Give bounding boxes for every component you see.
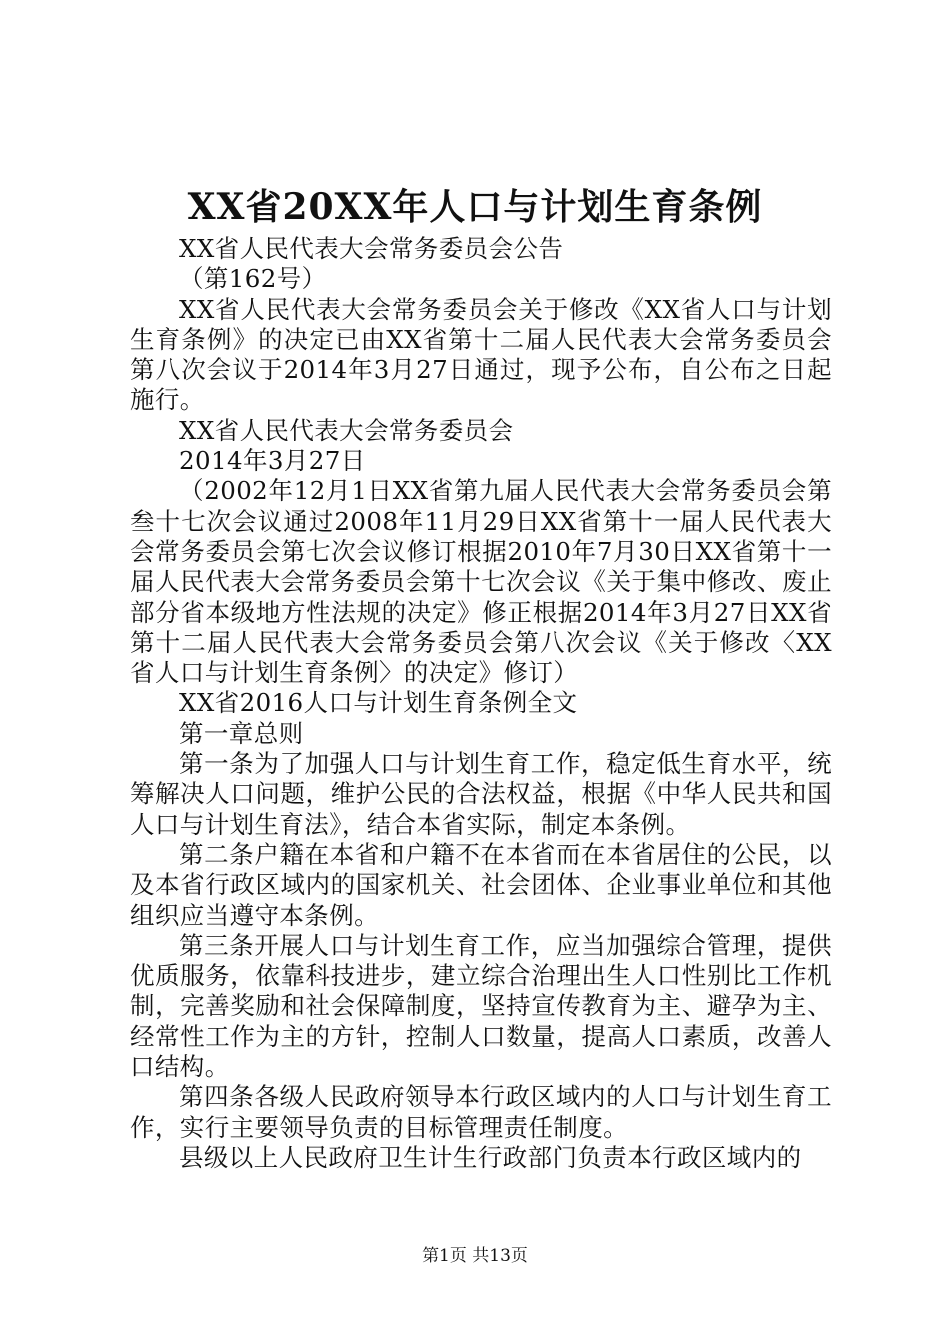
revision-history: （2002年12月1日XX省第九届人民代表大会常务委员会第叁十七次会议通过2008年11月29日XX省第十一届人民代表大会常务委员会第七次会议修订根据2010年7月30日XX省第十一届人民代表大会常务委员会第十七次会议《关于集中修改、废止部分省本级地方性法规的决定》修正根据2014年3月27日XX省第十二届人民代表大会常务委员会第八次会议《关于修改〈XX省人口与计划生育条例〉的决定》修订） (130, 476, 832, 688)
article-4: 第四条各级人民政府领导本行政区域内的人口与计划生育工作，实行主要领导负责的目标管理责任制度。 (130, 1082, 832, 1142)
page-footer: 第1页 共13页 (422, 1246, 528, 1266)
document-body (130, 234, 832, 1173)
announcement-number: （第162号） (179, 264, 327, 294)
full-text-heading: XX省2016人口与计划生育条例全文 (179, 688, 578, 718)
article-2: 第二条户籍在本省和户籍不在本省而在本省居住的公民，以及本省行政区域内的国家机关、社会团体、企业事业单位和其他组织应当遵守本条例。 (130, 839, 832, 930)
announcement-text: XX省人民代表大会常务委员会关于修改《XX省人口与计划生育条例》的决定已由XX省第十二届人民代表大会常务委员会第八次会议于2014年3月27日通过，现予公布，自公布之日起施行。 (130, 294, 832, 415)
article-1: 第一条为了加强人口与计划生育工作，稳定低生育水平，统筹解决人口问题，维护公民的合法权益，根据《中华人民共和国人口与计划生育法》，结合本省实际，制定本条例。 (130, 749, 832, 839)
document-title: XX省20XX年人口与计划生育条例 (187, 186, 763, 228)
article-4-continued: 县级以上人民政府卫生计生行政部门负责本行政区域内的 (179, 1142, 802, 1172)
announcement-heading: XX省人民代表大会常务委员会公告 (179, 234, 564, 263)
issue-date: 2014年3月27日 (179, 446, 366, 476)
issuer: XX省人民代表大会常务委员会 (179, 415, 514, 445)
chapter-heading: 第一章总则 (179, 718, 304, 748)
article-3: 第三条开展人口与计划生育工作，应当加强综合管理，提供优质服务，依靠科技进步，建立综合治理出生人口性别比工作机制，完善奖励和社会保障制度，坚持宣传教育为主、避孕为主、经常性工作为主的方针，控制人口数量，提高人口素质，改善人口结构。 (130, 930, 832, 1082)
